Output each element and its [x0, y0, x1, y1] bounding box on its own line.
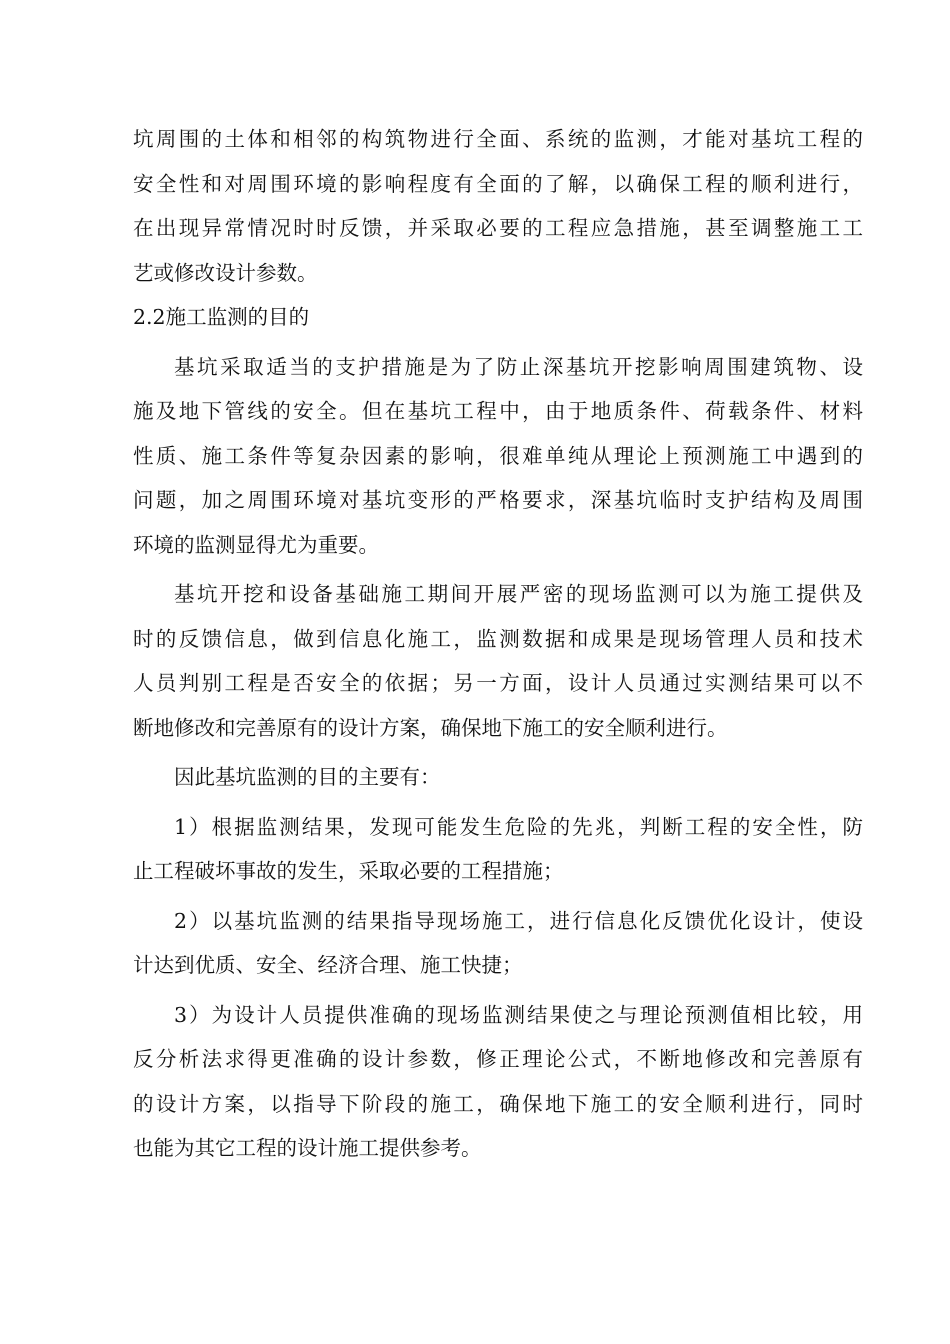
- paragraph-intro-continuation: [133, 117, 863, 295]
- text-line: 安全性和对周围环境的影响程度有全面的了解，以确保工程的顺利进行，: [133, 171, 863, 196]
- text-line: 断地修改和完善原有的设计方案，确保地下施工的安全顺利进行。: [133, 715, 728, 740]
- text-line: 性质、施工条件等复杂因素的影响，很难单纯从理论上预测施工中遇到的: [133, 443, 863, 468]
- text-line: 基坑开挖和设备基础施工期间开展严密的现场监测可以为施工提供及: [174, 582, 863, 606]
- text-line: 时的反馈信息，做到信息化施工，监测数据和成果是现场管理人员和技术: [133, 626, 863, 651]
- text-line: 计达到优质、安全、经济合理、施工快捷；: [133, 953, 523, 977]
- text-line: 反分析法求得更准确的设计参数，修正理论公式，不断地修改和完善原有: [133, 1047, 863, 1071]
- text-line: 也能为其它工程的设计施工提供参考。: [133, 1136, 482, 1160]
- text-line: 因此基坑监测的目的主要有：: [174, 765, 441, 789]
- text-line: 3）为设计人员提供准确的现场监测结果使之与理论预测值相比较，用: [174, 1002, 863, 1027]
- text-line: 施及地下管线的安全。但在基坑工程中，由于地质条件、荷载条件、材料: [133, 399, 863, 423]
- text-line: 在出现异常情况时时反馈，并采取必要的工程应急措施，甚至调整施工工: [133, 216, 863, 240]
- paragraph-site-monitoring: [133, 572, 863, 750]
- section-heading: 2.2施工监测的目的: [133, 305, 310, 329]
- list-item-1: [133, 805, 863, 894]
- paragraph-support-purpose: [133, 345, 863, 568]
- list-item-2: [133, 899, 863, 988]
- list-item-3: [133, 993, 863, 1171]
- text-line: 的设计方案，以指导下阶段的施工，确保地下施工的安全顺利进行，同时: [133, 1091, 863, 1116]
- text-line: 止工程破坏事故的发生，采取必要的工程措施；: [133, 859, 564, 883]
- text-line: 基坑采取适当的支护措施是为了防止深基坑开挖影响周围建筑物、设: [174, 354, 863, 379]
- text-line: 2）以基坑监测的结果指导现场施工，进行信息化反馈优化设计，使设: [174, 908, 863, 933]
- text-line: 环境的监测显得尤为重要。: [133, 532, 379, 557]
- text-line: 人员判别工程是否安全的依据；另一方面，设计人员通过实测结果可以不: [133, 671, 863, 695]
- document-body: [133, 117, 863, 1171]
- paragraph-purpose-intro: [133, 755, 863, 800]
- text-line: 问题，加之周围环境对基坑变形的严格要求，深基坑临时支护结构及周围: [133, 488, 863, 512]
- text-line: 艺或修改设计参数。: [133, 260, 318, 285]
- text-line: 1）根据监测结果，发现可能发生危险的先兆，判断工程的安全性，防: [174, 814, 863, 839]
- text-line: 坑周围的土体和相邻的构筑物进行全面、系统的监测，才能对基坑工程的: [133, 127, 863, 151]
